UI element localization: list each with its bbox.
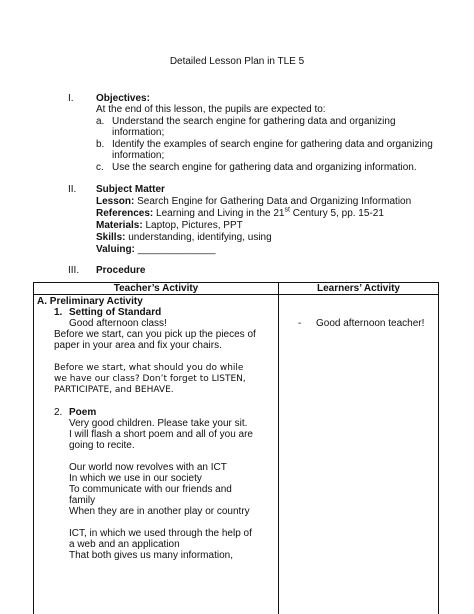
- valuing-label: Valuing:: [96, 244, 135, 255]
- item1-number: 1.: [54, 307, 63, 318]
- item2-title: Poem: [69, 407, 97, 418]
- poem-line-4: family: [69, 495, 96, 506]
- learners-activity-header: Learners’ Activity: [316, 283, 400, 294]
- references-label: References:: [96, 208, 154, 219]
- objective-c-letter: c.: [96, 162, 104, 173]
- item1-line3: paper in your area and fix your chairs.: [54, 340, 222, 351]
- objectives-intro: At the end of this lesson, the pupils are expected to:: [96, 104, 326, 115]
- learner-response: Good afternoon teacher!: [316, 318, 425, 329]
- item1-line5: we have our class? Don’t forget to LISTEN,: [54, 374, 246, 384]
- item1-line6: PARTICIPATE, and BEHAVE.: [54, 385, 174, 395]
- item1-line2: Before we start, can you pick up the pieces of: [54, 329, 256, 340]
- column-divider: [278, 283, 279, 614]
- objective-b-line2: information;: [112, 150, 165, 161]
- references-value: Learning and Living in the 21st Century 5, pp. 15-21: [156, 206, 384, 219]
- skills-label: Skills:: [96, 232, 126, 243]
- lesson-row: [96, 196, 411, 208]
- item1-line4: Before we start, what should you do while: [54, 363, 244, 373]
- item1-title: Setting of Standard: [69, 307, 162, 318]
- poem-line-2: In which we use in our society: [69, 473, 202, 484]
- objective-b-letter: b.: [96, 139, 105, 150]
- objective-a-line1: Understand the search engine for gathering data and organizing: [112, 116, 396, 127]
- objective-b-line1: Identify the examples of search engine for gathering data and organizing: [112, 139, 433, 150]
- skills-row: [96, 232, 272, 244]
- objective-c-line1: Use the search engine for gathering data and organizing information.: [112, 162, 417, 173]
- procedure-heading: Procedure: [96, 265, 146, 276]
- objective-a-letter: a.: [96, 116, 105, 127]
- teacher-activity-header: Teacher’s Activity: [113, 283, 199, 294]
- objective-a-line2: information;: [112, 127, 165, 138]
- section-a-heading: A. Preliminary Activity: [37, 296, 143, 307]
- subject-matter-numeral: II.: [68, 184, 77, 195]
- references-row: [96, 208, 384, 220]
- materials-row: [96, 220, 243, 232]
- skills-value: understanding, identifying, using: [128, 232, 272, 243]
- objectives-numeral: I.: [68, 93, 74, 104]
- item2-line1: Very good children. Please take your sit.: [69, 418, 248, 429]
- procedure-numeral: III.: [68, 265, 80, 276]
- lesson-label: Lesson:: [96, 196, 135, 207]
- valuing-row: [96, 244, 216, 256]
- learner-dash: -: [298, 318, 302, 329]
- materials-label: Materials:: [96, 220, 143, 231]
- objectives-heading: Objectives:: [96, 93, 150, 104]
- item2-number: 2.: [54, 407, 63, 418]
- document-title: Detailed Lesson Plan in TLE 5: [169, 56, 305, 67]
- poem-line-1: Our world now revolves with an ICT: [69, 462, 227, 473]
- poem-line-5: When they are in another play or country: [69, 506, 250, 517]
- poem-line-8: That both gives us many information,: [69, 550, 233, 561]
- poem-line-3: To communicate with our friends and: [69, 484, 232, 495]
- activity-table: [33, 282, 439, 614]
- poem-line-6: ICT, in which we used through the help of: [69, 528, 252, 539]
- item1-line1: Good afternoon class!: [69, 318, 167, 329]
- lesson-value: Search Engine for Gathering Data and Organizing Information: [137, 196, 412, 207]
- item2-line3: going to recite.: [69, 440, 135, 451]
- poem-line-7: a web and an application: [69, 539, 180, 550]
- materials-value: Laptop, Pictures, PPT: [145, 220, 243, 231]
- subject-matter-heading: Subject Matter: [96, 184, 165, 195]
- item2-line2: I will flash a short poem and all of you are: [69, 429, 253, 440]
- valuing-value: ______________: [137, 244, 216, 255]
- table-header-row: [34, 283, 438, 295]
